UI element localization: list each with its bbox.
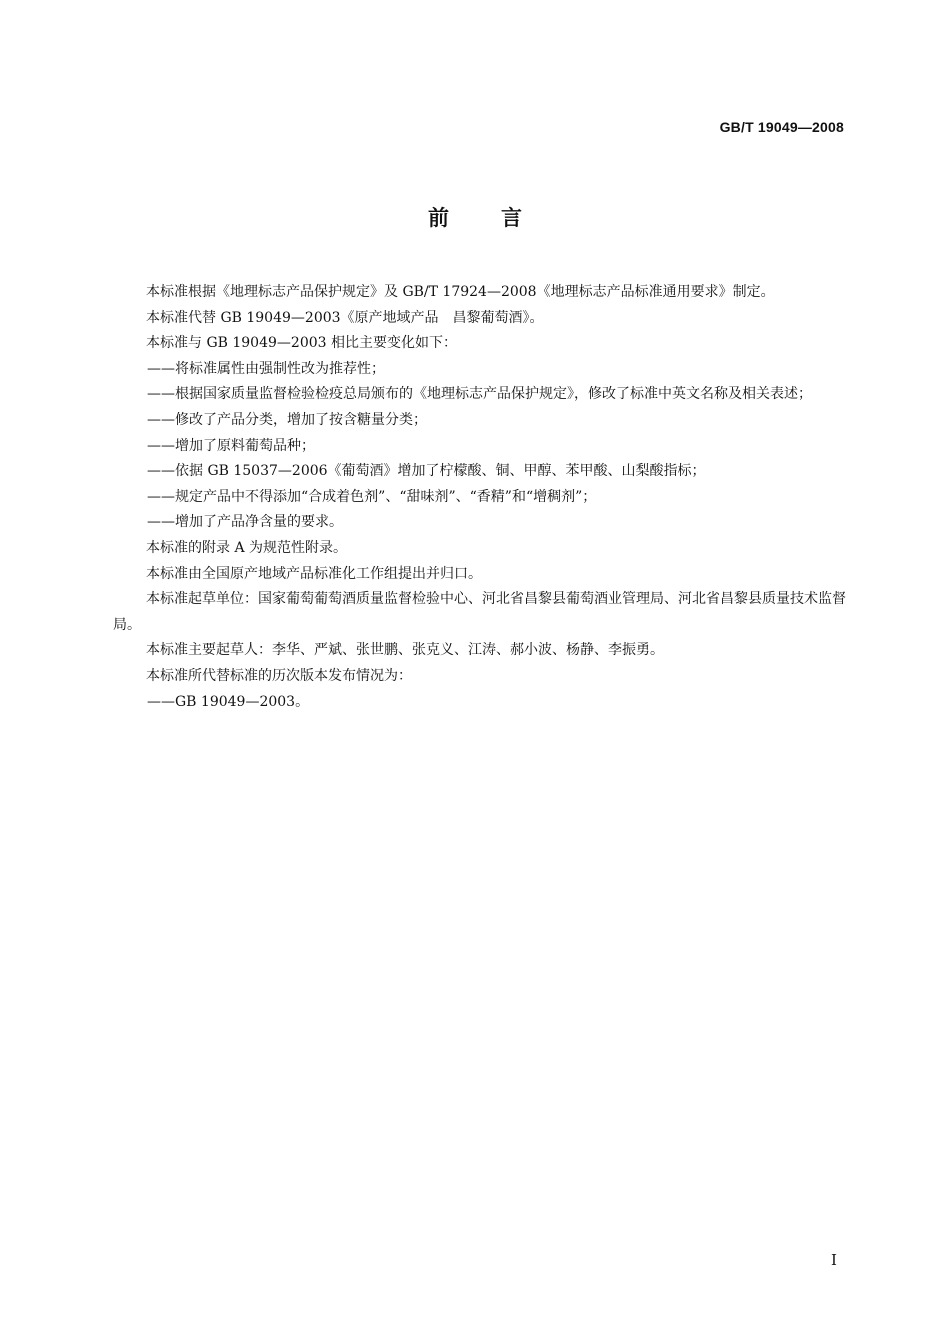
paragraph: 本标准的附录 A 为规范性附录。 bbox=[146, 539, 348, 556]
page-number: I bbox=[831, 1251, 837, 1269]
page-title: 前言 bbox=[428, 206, 574, 230]
paragraph: 本标准与 GB 19049—2003 相比主要变化如下： bbox=[146, 335, 457, 352]
history-item: ——GB 19049—2003。 bbox=[147, 693, 310, 710]
change-item: ——规定产品中不得添加“合成着色剂”、“甜味剂”、“香精”和“增稠剂”； bbox=[147, 488, 597, 505]
change-item: ——增加了产品净含量的要求。 bbox=[147, 514, 343, 531]
paragraph: 本标准根据《地理标志产品保护规定》及 GB/T 17924—2008《地理标志产品标准通用要求》制定。 bbox=[146, 284, 775, 300]
change-item: ——将标准属性由强制性改为推荐性； bbox=[147, 360, 385, 377]
paragraph: 本标准由全国原产地域产品标准化工作组提出并归口。 bbox=[146, 565, 482, 582]
change-item: ——增加了原料葡萄品种； bbox=[147, 437, 315, 454]
paragraph: 本标准起草单位：国家葡萄葡萄酒质量监督检验中心、河北省昌黎县葡萄酒业管理局、河北省昌黎县质量技术监督局。 bbox=[113, 591, 846, 633]
change-item: ——依据 GB 15037—2006《葡萄酒》增加了柠檬酸、铜、甲醇、苯甲酸、山梨酸指标； bbox=[147, 463, 706, 480]
change-item: ——根据国家质量监督检验检疫总局颁布的《地理标志产品保护规定》，修改了标准中英文名称及相关表述； bbox=[147, 386, 812, 403]
paragraph: 本标准代替 GB 19049—2003《原产地域产品 昌黎葡萄酒》。 bbox=[146, 309, 544, 326]
standard-code: GB/T 19049—2008 bbox=[719, 119, 844, 135]
foreword-body bbox=[113, 280, 853, 715]
change-item: ——修改了产品分类，增加了按含糖量分类； bbox=[147, 411, 427, 428]
paragraph: 本标准所代替标准的历次版本发布情况为： bbox=[146, 667, 412, 684]
paragraph: 本标准主要起草人：李华、严斌、张世鹏、张克义、江涛、郝小波、杨静、李振勇。 bbox=[146, 642, 664, 659]
